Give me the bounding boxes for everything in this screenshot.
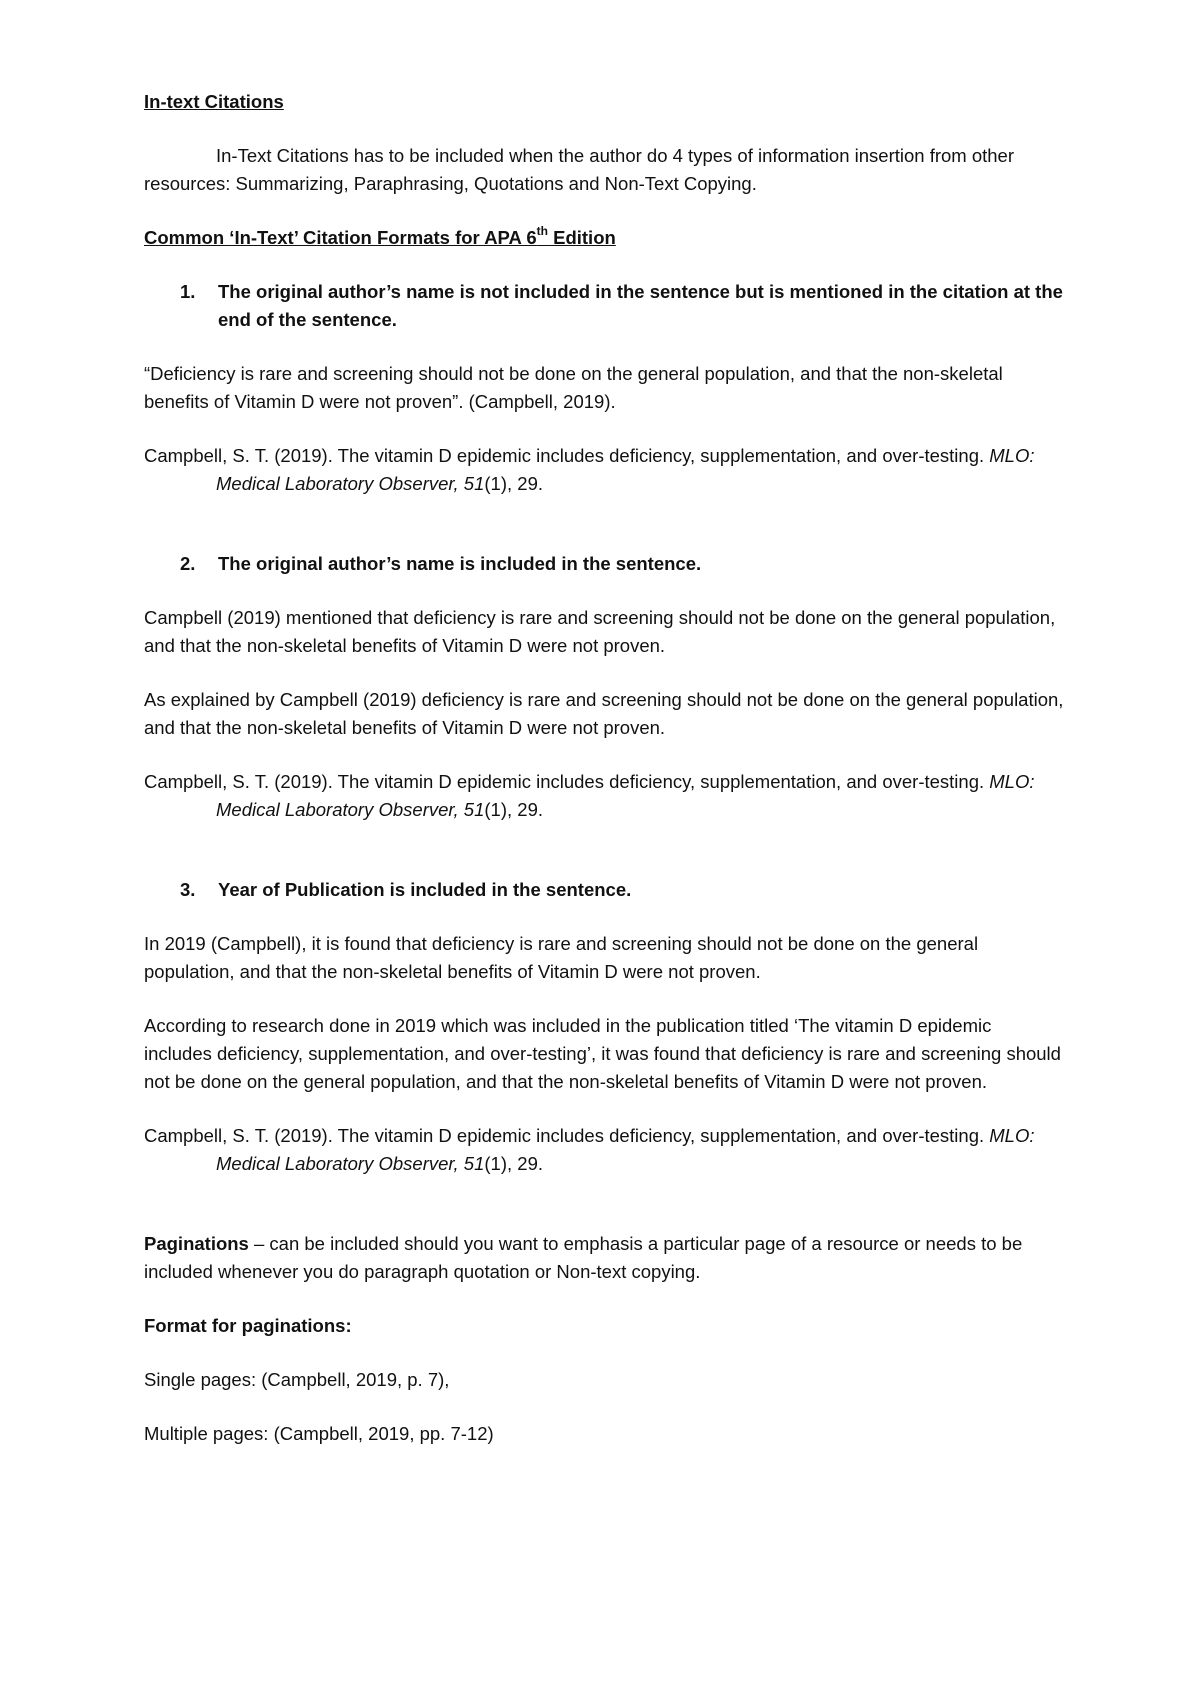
formats-heading-text: Common ‘In-Text’ Citation Formats for APA 6 bbox=[144, 227, 537, 248]
formats-heading-edition: Edition bbox=[547, 227, 616, 248]
reference-1-journal: MLO: Medical Laboratory Observer, 51 bbox=[216, 445, 1035, 494]
list-item-2 bbox=[144, 550, 1064, 578]
reference-3-start: Campbell, S. T. (2019). The vitamin D epidemic includes deficiency, supplementation, and over-testing. bbox=[144, 1125, 990, 1146]
reference-2-start: Campbell, S. T. (2019). The vitamin D epidemic includes deficiency, supplementation, and over-testing. bbox=[144, 771, 990, 792]
reference-1-start: Campbell, S. T. (2019). The vitamin D epidemic includes deficiency, supplementation, and over-testing. bbox=[144, 445, 990, 466]
list-heading-2: The original author’s name is included in the sentence. bbox=[218, 553, 702, 574]
single-pages-example: Single pages: (Campbell, 2019, p. 7), bbox=[144, 1369, 450, 1390]
list-heading-3: Year of Publication is included in the sentence. bbox=[218, 879, 632, 900]
example-3a: In 2019 (Campbell), it is found that deficiency is rare and screening should not be done on the general population, and that the non-skeletal benefits of Vitamin D were not proven. bbox=[144, 933, 979, 982]
document-body bbox=[144, 88, 1064, 1448]
page-title: In-text Citations bbox=[144, 91, 284, 112]
list-number-1: 1. bbox=[180, 281, 196, 302]
list-item-3 bbox=[144, 876, 1064, 904]
list-number-3: 3. bbox=[180, 879, 196, 900]
paginations-label: Paginations bbox=[144, 1233, 249, 1254]
reference-2-end: (1), 29. bbox=[484, 799, 543, 820]
reference-2-journal: MLO: Medical Laboratory Observer, 51 bbox=[216, 771, 1035, 820]
multiple-pages-example: Multiple pages: (Campbell, 2019, pp. 7-12) bbox=[144, 1423, 494, 1444]
reference-3 bbox=[144, 1122, 1064, 1178]
list-item-1 bbox=[144, 278, 1064, 334]
reference-3-end: (1), 29. bbox=[484, 1153, 543, 1174]
reference-3-journal: MLO: Medical Laboratory Observer, 51 bbox=[216, 1125, 1035, 1174]
paginations-paragraph bbox=[144, 1230, 1064, 1286]
example-2a: Campbell (2019) mentioned that deficiency is rare and screening should not be done on the general population, and that the non-skeletal benefits of Vitamin D were not proven. bbox=[144, 607, 1056, 656]
intro-paragraph: In-Text Citations has to be included when the author do 4 types of information insertion from other resources: Summarizing, Paraphrasing, Quotations and Non-Text Copying. bbox=[144, 145, 1015, 194]
reference-1-end: (1), 29. bbox=[484, 473, 543, 494]
example-2b: As explained by Campbell (2019) deficiency is rare and screening should not be done on the general population, and that the non-skeletal benefits of Vitamin D were not proven. bbox=[144, 689, 1064, 738]
example-quote-1: “Deficiency is rare and screening should not be done on the general population, and that the non-skeletal benefits of Vitamin D were not proven”. (Campbell, 2019). bbox=[144, 363, 1003, 412]
example-3b: According to research done in 2019 which was included in the publication titled ‘The vitamin D epidemic includes deficiency, supplementation, and over-testing’, it was found that deficiency is rare and screening should not be done on the general population, and that the non-skeletal benefits of Vitamin D were not proven. bbox=[144, 1015, 1061, 1092]
reference-2 bbox=[144, 768, 1064, 824]
list-heading-1: The original author’s name is not included in the sentence but is mentioned in the citation at the end of the sentence. bbox=[218, 281, 1063, 330]
formats-heading-superscript: th bbox=[536, 224, 548, 238]
formats-heading bbox=[144, 224, 1064, 252]
paginations-format-heading: Format for paginations: bbox=[144, 1315, 352, 1336]
list-number-2: 2. bbox=[180, 553, 196, 574]
paginations-text: – can be included should you want to emphasis a particular page of a resource or needs to be included whenever you do paragraph quotation or Non-text copying. bbox=[144, 1233, 1023, 1282]
reference-1 bbox=[144, 442, 1064, 498]
